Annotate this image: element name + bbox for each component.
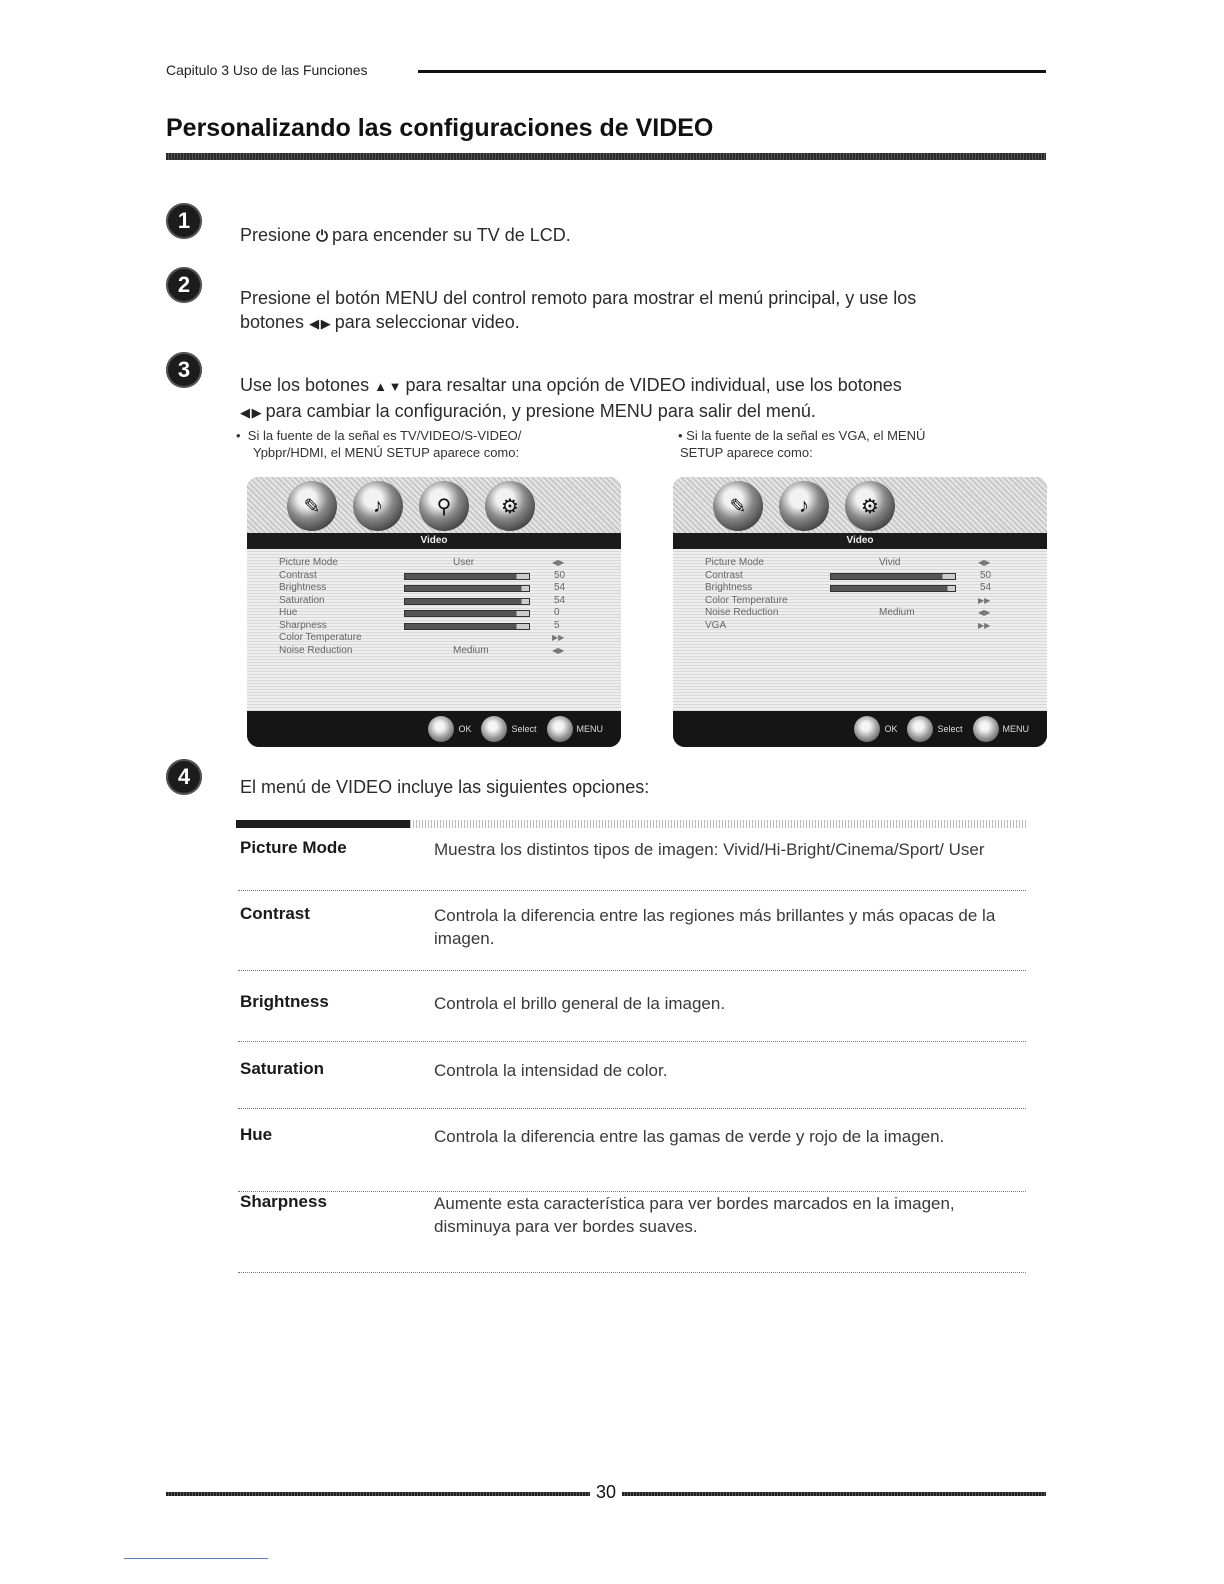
tv-menu-row-label: Picture Mode: [279, 557, 338, 568]
option-row: [238, 904, 1026, 971]
option-name: Hue: [240, 1125, 273, 1144]
tv-menu-slider: [830, 573, 956, 580]
option-row: [238, 838, 1026, 891]
tv-menu-row-label: VGA: [705, 619, 727, 631]
tv-menu-icon-strip: [247, 477, 621, 533]
tv-menu-row: [705, 570, 1021, 583]
tv-antenna-icon: ⚲: [419, 481, 469, 531]
tv-menu-slider: [404, 623, 530, 630]
left-right-arrows-icon: ◀▶: [552, 558, 565, 567]
option-description: Aumente esta característica para ver bordes marcados en la imagen, disminuya para ver bordes suaves.: [434, 1194, 955, 1236]
tv-menu-title: Video: [673, 533, 1047, 549]
tv-menu-rows: [705, 557, 1021, 632]
page-title: Personalizando las configuraciones de VIDEO: [166, 114, 714, 142]
option-name: Brightness: [240, 992, 329, 1011]
step-1-badge: 1: [166, 203, 202, 239]
tv-menu-slider: [404, 585, 530, 592]
option-row: [238, 1059, 1026, 1109]
option-name: Contrast: [240, 904, 310, 923]
left-right-arrows-icon: ◀▶: [978, 608, 991, 617]
option-name: Picture Mode: [240, 838, 347, 857]
tv-menu-row: [279, 582, 595, 595]
step-4-badge: 4: [166, 759, 202, 795]
tv-menu-footer: OK Select MENU: [673, 711, 1047, 747]
picture-icon: ✎: [287, 481, 337, 531]
option-name: Sharpness: [240, 1192, 327, 1211]
options-table-header-rule: [236, 820, 1028, 828]
footer-rule-left: [166, 1492, 590, 1496]
setup-icon: ⚙: [845, 481, 895, 531]
tv-menu-row: [279, 595, 595, 608]
tv-menu-row: [705, 620, 1021, 633]
tv-menu-row-label: Picture Mode: [705, 557, 764, 568]
tv-menu-row: [279, 645, 595, 658]
select-button-icon: [481, 716, 507, 742]
tv-menu-body: [247, 549, 621, 711]
tv-menu-row-value: Vivid: [879, 557, 901, 568]
tv-menu-row-label: Hue: [279, 607, 298, 618]
tv-menu-row: [279, 607, 595, 620]
picture-icon: ✎: [713, 481, 763, 531]
tv-menu-row-label: Color Temperature: [279, 632, 362, 643]
page-number: 30: [595, 1482, 617, 1502]
tv-menu-row-number: 0: [554, 607, 560, 618]
step-1-text: Presione ⏻ para encender su TV de LCD.: [240, 225, 571, 245]
menu-button-icon: [547, 716, 573, 742]
tv-menu-row: [279, 570, 595, 583]
power-icon: ⏻: [316, 228, 327, 245]
up-down-arrows-icon: ▲ ▼: [374, 379, 401, 394]
tv-menu-row: [279, 557, 595, 570]
tv-menu-row-label: Brightness: [705, 582, 753, 593]
tv-menu-slider: [404, 610, 530, 617]
footer-rule-right: [622, 1492, 1046, 1496]
tv-menu-rows: [279, 557, 595, 657]
tv-menu-row-label: Sharpness: [279, 619, 327, 631]
ok-button-icon: [854, 716, 880, 742]
option-name: Saturation: [240, 1059, 325, 1078]
left-right-arrows-icon: ◀▶: [552, 645, 565, 655]
tv-menu-row: [705, 607, 1021, 620]
select-button-icon: [907, 716, 933, 742]
tv-menu-row: [705, 582, 1021, 595]
tv-menu-screenshot-left: [247, 477, 621, 747]
note-right: • Si la fuente de la señal es VGA, el MENÚ SETUP aparece como:: [678, 428, 926, 460]
tv-menu-icon-strip: [673, 477, 1047, 533]
tv-menu-slider: [404, 573, 530, 580]
option-row: [238, 1125, 1026, 1192]
tv-menu-footer: OK Select MENU: [247, 711, 621, 747]
tv-menu-row-number: 50: [980, 569, 992, 581]
tv-menu-row-label: Saturation: [279, 594, 325, 606]
audio-icon: ♪: [779, 481, 829, 531]
option-description: Controla la intensidad de color.: [434, 1061, 668, 1080]
tv-menu-row: [705, 557, 1021, 570]
tv-menu-slider: [404, 598, 530, 605]
option-row: [238, 1192, 1026, 1273]
title-rule: [166, 153, 1046, 160]
step-3-text: Use los botones ▲ ▼ para resaltar una opción de VIDEO individual, use los botones ◀ ▶ para cambiar la configuración, y presione MENU para salir del menú.: [240, 375, 902, 421]
tv-menu-row-value: Medium: [453, 644, 489, 656]
submenu-arrow-icon: ▶▶: [978, 620, 991, 630]
tv-menu-row-number: 50: [554, 569, 566, 581]
chapter-heading: Capitulo 3 Uso de las Funciones: [166, 62, 368, 78]
option-description: Muestra los distintos tipos de imagen: Vivid/Hi-Bright/Cinema/Sport/ User: [434, 840, 985, 859]
step-4-text: El menú de VIDEO incluye las siguientes opciones:: [240, 777, 650, 797]
tv-menu-screenshot-right: [673, 477, 1047, 747]
step-3-badge: 3: [166, 352, 202, 388]
ok-button-icon: [428, 716, 454, 742]
chapter-rule: [418, 70, 1046, 73]
option-description: Controla el brillo general de la imagen.: [434, 994, 726, 1013]
option-description: Controla la diferencia entre las regiones más brillantes y más opacas de la imagen.: [434, 906, 996, 948]
note-left: • Si la fuente de la señal es TV/VIDEO/S-VIDEO/ Ypbpr/HDMI, el MENÚ SETUP aparece como:: [236, 428, 522, 460]
option-row: [238, 992, 1026, 1042]
tv-menu-row-label: Brightness: [279, 582, 327, 593]
audio-icon: ♪: [353, 481, 403, 531]
tv-menu-row-label: Contrast: [279, 569, 317, 581]
tv-menu-row-value: User: [453, 557, 475, 568]
corner-line: [124, 1558, 268, 1559]
tv-menu-row: [705, 595, 1021, 608]
step-2-text: Presione el botón MENU del control remoto para mostrar el menú principal, y use los botones ◀ ▶ para seleccionar video.: [240, 288, 917, 332]
tv-menu-row-value: Medium: [879, 607, 915, 618]
tv-menu-row-label: Color Temperature: [705, 594, 788, 606]
tv-menu-row-number: 5: [554, 619, 560, 631]
tv-menu-slider: [830, 585, 956, 592]
tv-menu-row: [279, 632, 595, 645]
tv-menu-row-number: 54: [554, 582, 566, 593]
step-2-badge: 2: [166, 267, 202, 303]
tv-menu-row-label: Noise Reduction: [705, 607, 779, 618]
menu-button-icon: [973, 716, 999, 742]
tv-menu-row-label: Contrast: [705, 569, 743, 581]
tv-menu-row-number: 54: [980, 582, 992, 593]
left-right-arrows-icon: ◀▶: [978, 558, 991, 567]
tv-menu-row-number: 54: [554, 594, 566, 606]
tv-menu-body: [673, 549, 1047, 711]
option-description: Controla la diferencia entre las gamas de verde y rojo de la imagen.: [434, 1127, 945, 1146]
tv-menu-title: Video: [247, 533, 621, 549]
setup-icon: ⚙: [485, 481, 535, 531]
left-right-arrows-icon: ◀ ▶: [240, 405, 261, 420]
submenu-arrow-icon: ▶▶: [552, 633, 565, 642]
left-right-arrows-icon: ◀ ▶: [309, 316, 330, 331]
tv-menu-row-label: Noise Reduction: [279, 644, 353, 656]
tv-menu-row: [279, 620, 595, 633]
submenu-arrow-icon: ▶▶: [978, 595, 991, 605]
